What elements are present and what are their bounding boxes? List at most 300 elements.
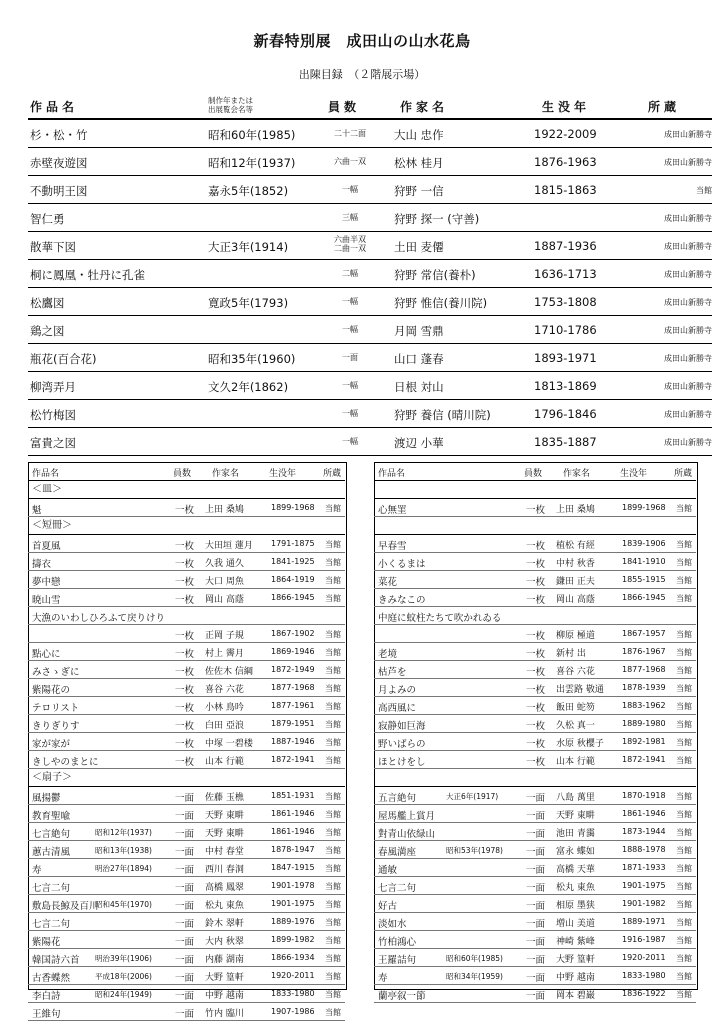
item-year: 昭和13年(1938) bbox=[95, 846, 152, 855]
item-count: 一面 bbox=[175, 829, 195, 840]
item-artist: 中塚 一碧楼 bbox=[205, 739, 253, 749]
main-catalog-table bbox=[28, 94, 712, 456]
item-name: 野いばらの bbox=[378, 739, 426, 750]
list-header-owner: 所蔵 bbox=[673, 469, 692, 479]
item-artist: 佐佐木 信綱 bbox=[205, 667, 253, 677]
item-count: 一枚 bbox=[526, 721, 546, 732]
item-life: 1899-1968 bbox=[271, 503, 315, 512]
item-owner: 当館 bbox=[676, 936, 692, 945]
item-artist: 中野 越南 bbox=[556, 973, 595, 983]
list-item bbox=[374, 751, 696, 769]
work-count: 一幅 bbox=[342, 325, 358, 334]
item-life: 1889-1971 bbox=[622, 917, 666, 926]
item-name: 對青山依緑山 bbox=[378, 829, 436, 840]
item-owner: 当館 bbox=[676, 792, 692, 801]
list-item bbox=[28, 895, 345, 913]
item-life: 1901-1975 bbox=[271, 899, 315, 908]
artist-name: 狩野 常信(養朴) bbox=[394, 268, 476, 282]
item-year: 平成18年(2006) bbox=[95, 972, 152, 981]
item-owner: 当館 bbox=[325, 684, 341, 693]
catalog-row bbox=[28, 372, 712, 400]
item-owner: 当館 bbox=[325, 936, 341, 945]
item-name: 寿 bbox=[32, 865, 42, 876]
item-name: 好古 bbox=[378, 901, 398, 912]
item-artist: 松丸 東魚 bbox=[205, 901, 244, 911]
item-name: きりぎりす bbox=[32, 721, 80, 732]
owner: 成田山新勝寺 bbox=[664, 242, 712, 251]
item-life: 1791-1875 bbox=[271, 539, 315, 548]
item-count: 一枚 bbox=[526, 505, 546, 516]
item-life: 1847-1915 bbox=[271, 863, 315, 872]
list-item bbox=[374, 607, 696, 625]
item-artist: 鈴木 翠軒 bbox=[205, 919, 244, 929]
item-owner: 当館 bbox=[325, 630, 341, 639]
item-life: 1870-1918 bbox=[622, 791, 666, 800]
item-owner: 当館 bbox=[325, 540, 341, 549]
work-year: 大正3年(1914) bbox=[208, 240, 289, 254]
work-year: 嘉永5年(1852) bbox=[208, 184, 289, 198]
item-life: 1851-1931 bbox=[271, 791, 315, 800]
owner: 成田山新勝寺 bbox=[664, 298, 712, 307]
item-year: 明治39年(1906) bbox=[95, 954, 152, 963]
item-count: 一面 bbox=[526, 883, 546, 894]
list-item bbox=[28, 625, 345, 643]
item-count: 一面 bbox=[175, 955, 195, 966]
item-owner: 当館 bbox=[325, 990, 341, 999]
item-life: 1899-1982 bbox=[271, 935, 315, 944]
catalog-row bbox=[28, 204, 712, 232]
item-artist: 高橋 天華 bbox=[556, 865, 595, 875]
item-count: 一枚 bbox=[526, 739, 546, 750]
item-name: 七言二句 bbox=[378, 883, 417, 894]
item-count: 一面 bbox=[526, 829, 546, 840]
item-life: 1866-1945 bbox=[622, 593, 666, 602]
item-name: 七言絶句 bbox=[32, 829, 71, 840]
item-count: 一枚 bbox=[175, 541, 195, 552]
item-name: 王維句 bbox=[32, 1009, 61, 1020]
item-artist: 久松 真一 bbox=[556, 721, 595, 731]
owner: 成田山新勝寺 bbox=[664, 214, 712, 223]
list-item bbox=[28, 859, 345, 877]
item-year: 昭和53年(1978) bbox=[446, 846, 503, 855]
item-life: 1901-1978 bbox=[271, 881, 315, 890]
work-name: 不動明王図 bbox=[30, 184, 88, 198]
item-name: 寿 bbox=[378, 973, 388, 984]
list-header-artist: 作家名 bbox=[563, 469, 591, 479]
item-artist: 正岡 子規 bbox=[205, 631, 244, 641]
list-item bbox=[374, 697, 696, 715]
artist-name: 土田 麦僊 bbox=[394, 240, 444, 254]
item-life: 1889-1980 bbox=[622, 719, 666, 728]
life-years: 1815-1863 bbox=[534, 183, 597, 197]
item-owner: 当館 bbox=[676, 684, 692, 693]
list-item bbox=[28, 733, 345, 751]
list-item bbox=[374, 985, 696, 1003]
item-name: 七言二句 bbox=[32, 919, 71, 930]
item-count: 一面 bbox=[175, 883, 195, 894]
list-item bbox=[374, 949, 696, 967]
item-count: 一枚 bbox=[175, 631, 195, 642]
item-name: きみなこの bbox=[378, 595, 426, 606]
catalog-row bbox=[28, 316, 712, 344]
artist-name: 山口 蓬春 bbox=[394, 352, 444, 366]
item-owner: 当館 bbox=[676, 882, 692, 891]
item-artist: 増山 美道 bbox=[556, 919, 595, 929]
item-count: 一枚 bbox=[175, 559, 195, 570]
list-item bbox=[374, 589, 696, 607]
item-name: 枯芦を bbox=[378, 667, 407, 678]
item-artist: 高橋 鳳翠 bbox=[205, 883, 244, 893]
item-artist: 富永 蝶如 bbox=[556, 847, 595, 857]
item-artist: 佐藤 玉樵 bbox=[205, 793, 244, 803]
item-life: 1878-1947 bbox=[271, 845, 315, 854]
artist-name: 狩野 養信 (晴川院) bbox=[394, 408, 491, 422]
life-years: 1796-1846 bbox=[534, 407, 597, 421]
list-item bbox=[374, 661, 696, 679]
item-owner: 当館 bbox=[676, 738, 692, 747]
item-name: 暁山雪 bbox=[32, 595, 61, 606]
item-count: 一枚 bbox=[175, 739, 195, 750]
item-count: 一面 bbox=[175, 1009, 195, 1020]
item-life: 1887-1946 bbox=[271, 737, 315, 746]
list-header-owner: 所蔵 bbox=[322, 469, 341, 479]
list-header-life: 生没年 bbox=[269, 469, 297, 479]
artist-name: 松林 桂月 bbox=[394, 156, 444, 170]
list-item bbox=[28, 1003, 345, 1021]
list-item bbox=[374, 823, 696, 841]
list-header-name: 作品名 bbox=[32, 469, 60, 479]
item-name: 淡如水 bbox=[378, 919, 407, 930]
work-name: 富貴之図 bbox=[30, 436, 76, 450]
item-count: 一枚 bbox=[526, 595, 546, 606]
item-life: 1872-1949 bbox=[271, 665, 315, 674]
work-name: 散華下図 bbox=[30, 240, 76, 254]
item-year: 昭和24年(1949) bbox=[95, 990, 152, 999]
item-owner: 当館 bbox=[325, 900, 341, 909]
item-owner: 当館 bbox=[676, 990, 692, 999]
artist-name: 狩野 惟信(養川院) bbox=[394, 296, 488, 310]
item-life: 1836-1922 bbox=[622, 989, 666, 998]
item-name: 高西風に bbox=[378, 703, 417, 714]
item-owner: 当館 bbox=[325, 1008, 341, 1017]
item-owner: 当館 bbox=[676, 900, 692, 909]
item-artist: 山本 行範 bbox=[556, 757, 595, 767]
owner: 成田山新勝寺 bbox=[664, 130, 712, 139]
header-count: 員数 bbox=[328, 100, 361, 114]
item-life: 1907-1986 bbox=[271, 1007, 315, 1016]
item-count: 一面 bbox=[175, 991, 195, 1002]
item-name: 韓国詩六首 bbox=[32, 955, 80, 966]
catalog-row bbox=[28, 120, 712, 148]
item-count: 一枚 bbox=[526, 685, 546, 696]
list-header-name: 作品名 bbox=[378, 469, 406, 479]
list-item bbox=[374, 625, 696, 643]
item-name: 敷島長鯨及百川 bbox=[32, 901, 99, 912]
list-item bbox=[28, 823, 345, 841]
item-count: 一面 bbox=[526, 955, 546, 966]
list-header-count: 員数 bbox=[173, 469, 192, 479]
item-name: 屋馬艦上賞月 bbox=[378, 811, 436, 822]
item-name: 五言絶句 bbox=[378, 793, 417, 804]
item-artist: 天野 東畊 bbox=[556, 811, 595, 821]
item-count: 一枚 bbox=[175, 577, 195, 588]
work-name: 桐に鳳凰・牡丹に孔雀 bbox=[30, 268, 145, 282]
item-life: 1873-1944 bbox=[622, 827, 666, 836]
work-name: 松鷹図 bbox=[30, 296, 65, 310]
item-life: 1864-1919 bbox=[271, 575, 315, 584]
item-name: 蕙古清風 bbox=[32, 847, 71, 858]
list-item bbox=[374, 841, 696, 859]
item-name: 竹柏鴻心 bbox=[378, 937, 417, 948]
catalog-row bbox=[28, 232, 712, 260]
item-owner: 当館 bbox=[676, 648, 692, 657]
item-life: 1861-1946 bbox=[271, 827, 315, 836]
list-header-count: 員数 bbox=[524, 469, 543, 479]
work-count: 一幅 bbox=[342, 185, 358, 194]
item-owner: 当館 bbox=[325, 666, 341, 675]
item-name: きしやのまとに bbox=[32, 757, 99, 768]
item-count: 一面 bbox=[526, 793, 546, 804]
item-life: 1872-1941 bbox=[622, 755, 666, 764]
list-item bbox=[28, 787, 345, 805]
item-artist: 植松 有經 bbox=[556, 541, 595, 551]
life-years: 1922-2009 bbox=[534, 127, 597, 141]
list-item bbox=[374, 787, 696, 805]
work-name: 赤壁夜遊図 bbox=[30, 156, 88, 170]
item-count: 一面 bbox=[175, 937, 195, 948]
owner: 成田山新勝寺 bbox=[664, 438, 712, 447]
item-count: 一面 bbox=[175, 847, 195, 858]
item-count: 一枚 bbox=[175, 703, 195, 714]
item-artist: 中野 越南 bbox=[205, 991, 244, 1001]
header-life: 生没年 bbox=[542, 100, 591, 114]
work-count: 二幅 bbox=[342, 269, 358, 278]
artist-name: 月岡 雪鼎 bbox=[394, 324, 444, 338]
section-heading: ＜皿＞ bbox=[28, 481, 345, 499]
artist-name: 狩野 一信 bbox=[394, 184, 444, 198]
section-heading: ＜扇子＞ bbox=[28, 769, 345, 787]
item-name: 通敏 bbox=[378, 865, 398, 876]
item-count: 一面 bbox=[175, 901, 195, 912]
item-life: 1855-1915 bbox=[622, 575, 666, 584]
item-owner: 当館 bbox=[325, 810, 341, 819]
item-count: 一面 bbox=[526, 919, 546, 930]
item-name: 七言二句 bbox=[32, 883, 71, 894]
item-life: 1901-1982 bbox=[622, 899, 666, 908]
item-artist: 松丸 東魚 bbox=[556, 883, 595, 893]
item-count: 一面 bbox=[175, 811, 195, 822]
item-owner: 当館 bbox=[676, 702, 692, 711]
item-owner: 当館 bbox=[325, 576, 341, 585]
item-count: 一面 bbox=[526, 991, 546, 1002]
page-title: 新春特別展 成田山の山水花鳥 bbox=[253, 32, 471, 50]
item-count: 一面 bbox=[175, 793, 195, 804]
work-count: 一幅 bbox=[342, 381, 358, 390]
list-item bbox=[374, 571, 696, 589]
item-life: 1876-1967 bbox=[622, 647, 666, 656]
page-subtitle: 出陳目録 （２階展示場） bbox=[298, 68, 426, 81]
item-life: 1841-1925 bbox=[271, 557, 315, 566]
list-item bbox=[28, 643, 345, 661]
list-item bbox=[28, 877, 345, 895]
catalog-row bbox=[28, 400, 712, 428]
item-owner: 当館 bbox=[325, 648, 341, 657]
work-year: 昭和35年(1960) bbox=[208, 352, 296, 366]
item-name: みさゝぎに bbox=[32, 667, 80, 678]
item-artist: 水原 秋櫻子 bbox=[556, 739, 604, 749]
life-years: 1710-1786 bbox=[534, 323, 597, 337]
item-count: 一枚 bbox=[175, 649, 195, 660]
item-owner: 当館 bbox=[325, 954, 341, 963]
item-life: 1872-1941 bbox=[271, 755, 315, 764]
list-item bbox=[374, 679, 696, 697]
item-artist: 出雲路 敬通 bbox=[556, 685, 604, 695]
item-count: 一枚 bbox=[175, 757, 195, 768]
item-artist: 久我 通久 bbox=[205, 559, 244, 569]
item-artist: 中村 秋香 bbox=[556, 559, 595, 569]
work-count: 三幅 bbox=[342, 213, 358, 222]
item-owner: 当館 bbox=[325, 558, 341, 567]
item-name: 魁 bbox=[32, 505, 42, 516]
item-life: 1899-1968 bbox=[622, 503, 666, 512]
list-item bbox=[28, 949, 345, 967]
item-life: 1879-1951 bbox=[271, 719, 315, 728]
item-artist: 池田 青靄 bbox=[556, 829, 595, 839]
item-artist: 鎌田 正夫 bbox=[556, 577, 595, 587]
item-count: 一枚 bbox=[175, 595, 195, 606]
header-artist: 作家名 bbox=[400, 100, 449, 114]
catalog-row bbox=[28, 288, 712, 316]
item-year: 昭和12年(1937) bbox=[95, 828, 152, 837]
work-count: 六曲半双 二曲一双 bbox=[334, 235, 366, 253]
item-owner: 当館 bbox=[676, 666, 692, 675]
list-item bbox=[28, 697, 345, 715]
list-item bbox=[28, 913, 345, 931]
item-life: 1888-1978 bbox=[622, 845, 666, 854]
header-name: 作品名 bbox=[30, 100, 79, 114]
item-owner: 当館 bbox=[676, 864, 692, 873]
work-year: 昭和60年(1985) bbox=[208, 128, 296, 142]
header-year: 制作年または 出展覧会名等 bbox=[208, 96, 253, 114]
work-count: 一幅 bbox=[342, 437, 358, 446]
item-artist: 村上 霽月 bbox=[205, 649, 244, 659]
item-artist: 西川 春洞 bbox=[205, 865, 244, 875]
item-owner: 当館 bbox=[676, 558, 692, 567]
list-item bbox=[28, 805, 345, 823]
item-owner: 当館 bbox=[325, 720, 341, 729]
item-artist: 新村 出 bbox=[556, 649, 586, 659]
item-year: 昭和45年(1970) bbox=[95, 900, 152, 909]
item-owner: 当館 bbox=[325, 846, 341, 855]
list-item bbox=[28, 661, 345, 679]
catalog-row bbox=[28, 176, 712, 204]
section-heading: ＜短冊＞ bbox=[28, 517, 345, 535]
item-name: 菜花 bbox=[378, 577, 398, 588]
item-life: 1883-1962 bbox=[622, 701, 666, 710]
item-owner: 当館 bbox=[676, 540, 692, 549]
work-name: 柳湾弄月 bbox=[30, 380, 76, 394]
item-count: 一枚 bbox=[526, 703, 546, 714]
item-artist: 大野 篁軒 bbox=[556, 955, 595, 965]
list-item bbox=[374, 535, 696, 553]
item-life: 1867-1902 bbox=[271, 629, 315, 638]
item-count: 一枚 bbox=[175, 685, 195, 696]
item-name: 小くるまは bbox=[378, 559, 426, 570]
list-item bbox=[28, 931, 345, 949]
item-life: 1901-1975 bbox=[622, 881, 666, 890]
item-count: 一面 bbox=[175, 865, 195, 876]
item-life: 1869-1946 bbox=[271, 647, 315, 656]
item-count: 一面 bbox=[526, 973, 546, 984]
item-owner: 当館 bbox=[676, 810, 692, 819]
item-year: 大正6年(1917) bbox=[446, 792, 499, 801]
work-name: 杉・松・竹 bbox=[30, 128, 88, 142]
item-owner: 当館 bbox=[325, 828, 341, 837]
item-name: 風揚鬱 bbox=[32, 793, 61, 804]
item-life: 1877-1968 bbox=[622, 665, 666, 674]
list-header bbox=[28, 463, 345, 481]
item-life: 1916-1987 bbox=[622, 935, 666, 944]
item-artist: 岡山 高蔭 bbox=[556, 595, 595, 605]
life-years: 1887-1936 bbox=[534, 239, 597, 253]
section-heading bbox=[374, 481, 696, 499]
item-name: 點心に bbox=[32, 649, 61, 660]
list-item bbox=[374, 895, 696, 913]
item-life: 1920-2011 bbox=[622, 953, 666, 962]
item-artist: 岡山 高蔭 bbox=[205, 595, 244, 605]
item-life: 1878-1939 bbox=[622, 683, 666, 692]
work-name: 瓶花(百合花) bbox=[30, 352, 97, 366]
item-name: 王羅詰句 bbox=[378, 955, 417, 966]
item-artist: 神崎 紫峰 bbox=[556, 937, 595, 947]
item-count: 一枚 bbox=[526, 541, 546, 552]
item-name: 心無罣 bbox=[378, 505, 407, 516]
item-artist: 竹内 臨川 bbox=[205, 1009, 244, 1019]
work-name: 鶏之図 bbox=[30, 324, 65, 338]
item-count: 一枚 bbox=[526, 667, 546, 678]
artist-name: 狩野 探一 (守善) bbox=[394, 212, 480, 226]
list-item bbox=[28, 589, 345, 607]
item-name: 蘭亭叙一節 bbox=[378, 991, 426, 1002]
item-owner: 当館 bbox=[325, 792, 341, 801]
item-artist: 飯田 蛇笏 bbox=[556, 703, 595, 713]
item-owner: 当館 bbox=[325, 738, 341, 747]
list-item bbox=[28, 571, 345, 589]
item-count: 一面 bbox=[526, 847, 546, 858]
item-name: テロリスト bbox=[32, 703, 80, 714]
item-name: 老境 bbox=[378, 649, 398, 660]
list-item bbox=[28, 535, 345, 553]
artist-name: 渡辺 小華 bbox=[394, 436, 444, 450]
work-year: 昭和12年(1937) bbox=[208, 156, 296, 170]
life-years: 1893-1971 bbox=[534, 351, 597, 365]
work-name: 松竹梅図 bbox=[30, 408, 76, 422]
item-count: 一枚 bbox=[175, 667, 195, 678]
item-owner: 当館 bbox=[325, 864, 341, 873]
item-artist: 山本 行範 bbox=[205, 757, 244, 767]
item-name: 教育聖喩 bbox=[32, 811, 71, 822]
item-owner: 当館 bbox=[325, 504, 341, 513]
owner: 成田山新勝寺 bbox=[664, 158, 712, 167]
item-artist: 大内 秋翠 bbox=[205, 937, 244, 947]
owner: 成田山新勝寺 bbox=[664, 326, 712, 335]
work-count: 一幅 bbox=[342, 409, 358, 418]
item-count: 一枚 bbox=[175, 721, 195, 732]
list-item bbox=[28, 751, 345, 769]
item-artist: 小林 鳥吟 bbox=[205, 703, 244, 713]
item-count: 一枚 bbox=[526, 577, 546, 588]
item-year: 昭和60年(1985) bbox=[446, 954, 503, 963]
